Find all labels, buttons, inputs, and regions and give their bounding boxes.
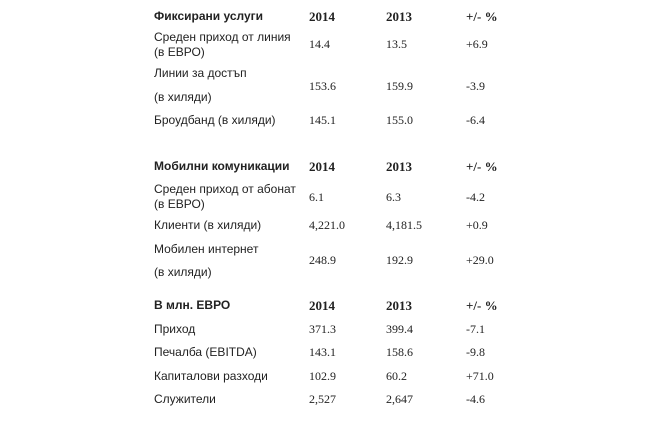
col-change-header: +/- % xyxy=(466,159,498,174)
cell-2014: 102.9 xyxy=(309,369,336,383)
row-label: Капиталови разходи xyxy=(154,369,268,383)
cell-change: -9.8 xyxy=(466,345,485,359)
col-change-header: +/- % xyxy=(466,298,498,313)
row-label: Приход xyxy=(154,322,196,336)
row-label: Печалба (EBITDA) xyxy=(154,345,257,359)
cell-change: +29.0 xyxy=(466,253,494,267)
cell-2014: 4,221.0 xyxy=(309,218,345,232)
row-label: Среден приход от абонат (в ЕВРО) xyxy=(154,182,296,211)
row-label-unit: (в хиляди) xyxy=(154,265,212,279)
cell-2013: 155.0 xyxy=(386,113,413,127)
col-2013-header: 2013 xyxy=(386,159,412,174)
cell-2013: 6.3 xyxy=(386,190,401,204)
row-label: Служители xyxy=(154,392,216,406)
cell-change: -4.2 xyxy=(466,190,485,204)
cell-2014: 2,527 xyxy=(309,392,336,406)
cell-2013: 2,647 xyxy=(386,392,413,406)
cell-2013: 158.6 xyxy=(386,345,413,359)
cell-change: +71.0 xyxy=(466,369,494,383)
cell-2014: 6.1 xyxy=(309,190,324,204)
section-title-financials: В млн. ЕВРО xyxy=(154,298,231,312)
section-title-fixed: Фиксирани услуги xyxy=(154,9,264,23)
col-2013-header: 2013 xyxy=(386,9,412,24)
row-label: Среден приход от линия (в ЕВРО) xyxy=(154,30,291,59)
cell-2013: 159.9 xyxy=(386,79,413,93)
cell-2013: 13.5 xyxy=(386,37,407,51)
cell-2014: 143.1 xyxy=(309,345,336,359)
cell-2014: 14.4 xyxy=(309,37,330,51)
cell-2014: 371.3 xyxy=(309,322,336,336)
cell-2014: 153.6 xyxy=(309,79,336,93)
row-label: Мобилен интернет xyxy=(154,242,259,256)
section-title-mobile: Мобилни комуникации xyxy=(154,159,290,173)
cell-change: -4.6 xyxy=(466,392,485,406)
cell-2014: 145.1 xyxy=(309,113,336,127)
row-label: Линии за достъп xyxy=(154,66,247,80)
cell-change: +6.9 xyxy=(466,37,488,51)
cell-change: -6.4 xyxy=(466,113,485,127)
row-label-unit: (в хиляди) xyxy=(154,90,212,104)
cell-2013: 60.2 xyxy=(386,369,407,383)
row-label: Броудбанд (в хиляди) xyxy=(154,113,276,127)
cell-2013: 399.4 xyxy=(386,322,413,336)
col-2014-header: 2014 xyxy=(309,298,335,313)
cell-change: +0.9 xyxy=(466,218,488,232)
row-label: Клиенти (в хиляди) xyxy=(154,218,262,232)
col-2013-header: 2013 xyxy=(386,298,412,313)
cell-change: -7.1 xyxy=(466,322,485,336)
cell-2014: 248.9 xyxy=(309,253,336,267)
col-2014-header: 2014 xyxy=(309,159,335,174)
col-change-header: +/- % xyxy=(466,9,498,24)
cell-2013: 4,181.5 xyxy=(386,218,422,232)
cell-change: -3.9 xyxy=(466,79,485,93)
cell-2013: 192.9 xyxy=(386,253,413,267)
col-2014-header: 2014 xyxy=(309,9,335,24)
